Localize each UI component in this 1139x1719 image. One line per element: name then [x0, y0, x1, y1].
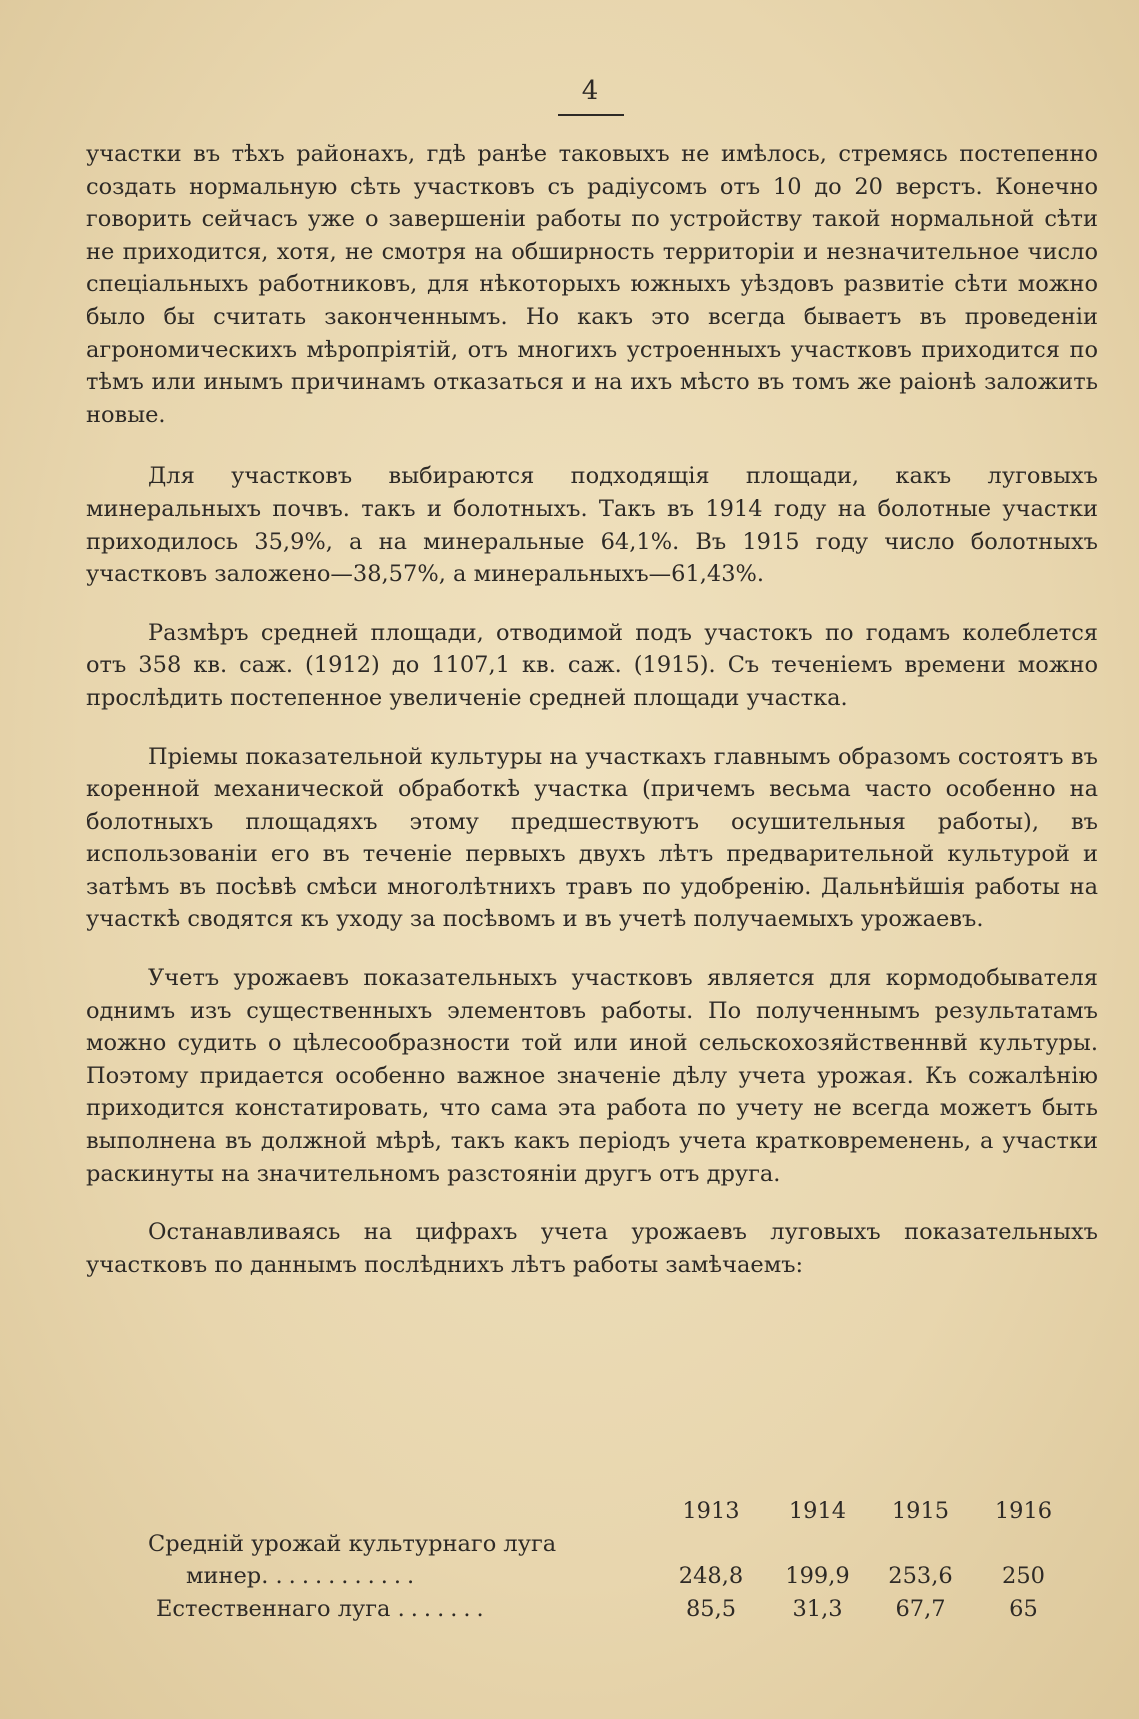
paragraph-plot-size: Размѣръ средней площади, отводимой подъ участокъ по годамъ колеблется отъ 358 кв. саж. (1912) до 1107,1 кв. саж. (1915). Съ теченіемъ времени можно прослѣдить постепенное увеличеніе средней площади участка. — [86, 619, 1098, 711]
table-row — [86, 1593, 1098, 1626]
yield-table — [86, 1495, 1098, 1625]
table-group-heading — [86, 1528, 1098, 1561]
year-header: 1914 — [788, 1498, 847, 1524]
year-header: 1916 — [994, 1498, 1053, 1524]
table-cell: 250 — [1002, 1563, 1045, 1590]
paragraph-yield-figures-intro: Останавливаясь на цифрахъ учета урожаевъ луговыхъ показательныхъ участковъ по даннымъ послѣднихъ лѣтъ работы замѣчаемъ: — [86, 1219, 1098, 1278]
year-header: 1913 — [682, 1498, 740, 1524]
paragraph-districts: участки въ тѣхъ районахъ, гдѣ ранѣе таковыхъ не имѣлось, стремясь постепенно создать нормальную сѣть участковъ съ радіусомъ отъ 10 до 20 верстъ. Конечно говорить сейчасъ уже о завершеніи работы по устройству такой нормальной сѣти не приходится, хотя, не смотря на обширность территоріи и незначительное число спеціальныхъ работниковъ, для нѣкоторыхъ южныхъ уѣздовъ развитіе сѣти можно было бы считать законченнымъ. Но какъ это всегда бываетъ въ проведеніи агрономическихъ мѣропріятій, отъ многихъ устроенныхъ участковъ приходится по тѣмъ или инымъ причинамъ отказаться и на ихъ мѣсто въ томъ же раіонѣ заложить новые. — [86, 141, 1098, 428]
row-label: минер. — [186, 1563, 269, 1590]
year-header: 1915 — [891, 1498, 950, 1524]
group-heading-label: Среднiй урожай культурнаго луга — [148, 1530, 557, 1557]
table-cell: 253,6 — [888, 1563, 953, 1590]
table-cell: 31,3 — [792, 1595, 843, 1622]
paragraph-yield-accounting: Учетъ урожаевъ показательныхъ участковъ является для кормодобывателя однимъ изъ существенныхъ элементовъ работы. По полученнымъ результатамъ можно судить о цѣлесообразности той или иной сельскохозяйственнвй культуры. Поэтому придается особенно важное значеніе дѣлу учета урожая. Къ сожалѣнію приходится констатировать, что сама эта работа по учету не всегда можетъ быть выполнена въ должной мѣрѣ, такъ какъ періодъ учета кратковременень, а участки раскинуты на значительномъ разстояніи другъ отъ друга. — [86, 965, 1098, 1187]
page-number-rule — [558, 114, 624, 116]
page-number: 4 — [581, 76, 600, 106]
table-cell: 85,5 — [685, 1595, 737, 1622]
paragraph-cultivation-methods: Пріемы показательной культуры на участкахъ главнымъ образомъ состоятъ въ коренной механической обработкѣ участка (причемъ весьма часто особенно на болотныхъ площадяхъ этому предшествуютъ осушительныя работы), въ использованіи его въ теченіе первыхъ двухъ лѣтъ предварительной культурой и затѣмъ въ посѣвѣ смѣси многолѣтнихъ травъ по удобренію. Дальнѣйшія работы на участкѣ сводятся къ уходу за посѣвомъ и въ учетѣ получаемыхъ урожаевъ. — [86, 743, 1098, 933]
table-cell: 65 — [1009, 1595, 1038, 1622]
table-cell: 199,9 — [785, 1563, 850, 1590]
dot-leader: ........... — [275, 1563, 421, 1590]
dot-leader: ....... — [397, 1595, 490, 1622]
table-header-row — [86, 1495, 1098, 1528]
table-cell: 248,8 — [678, 1563, 744, 1590]
row-label: Естественнаго луга — [156, 1595, 391, 1622]
table-cell: 67,7 — [895, 1595, 946, 1622]
body-text — [86, 138, 1098, 1281]
table-row — [86, 1560, 1098, 1593]
paragraph-soil-types: Для участковъ выбираются подходящія площади, какъ луговыхъ минеральныхъ почвъ. такъ и болотныхъ. Такъ въ 1914 году на болотные участки приходилось 35,9%, а на минеральные 64,1%. Въ 1915 году число болотныхъ участковъ заложено—38,57%, а минеральныхъ—61,43%. — [86, 463, 1098, 588]
